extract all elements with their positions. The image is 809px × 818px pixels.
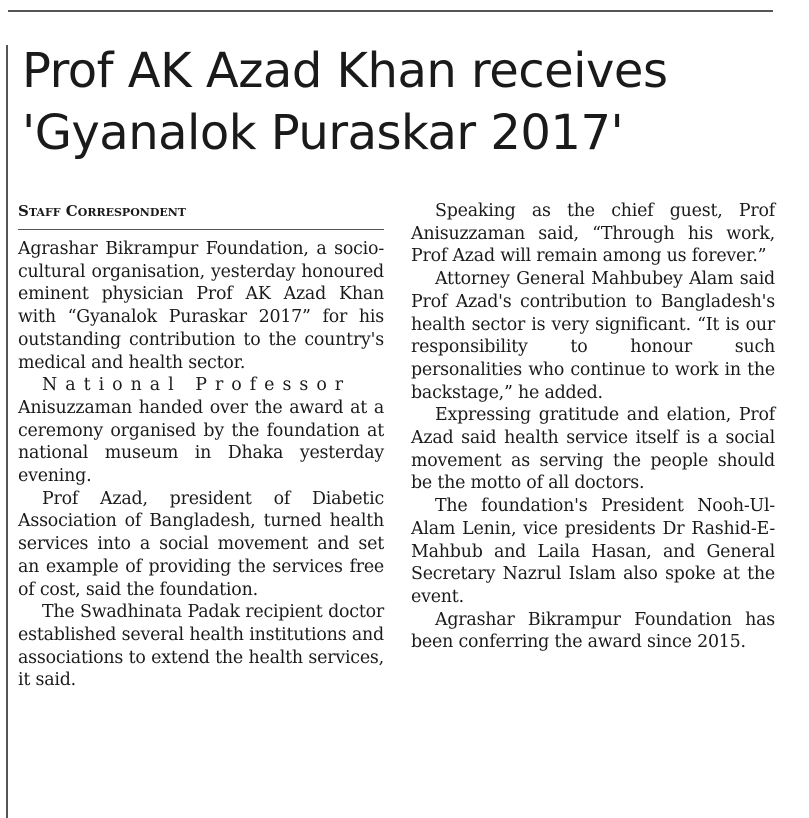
right-column	[411, 200, 775, 654]
left-rule	[6, 45, 8, 818]
paragraph-gratitude: Expressing gratitude and elation, Prof Azad said health service itself is a social movement as serving the people should be the motto of all doctors.	[411, 405, 775, 494]
headline	[22, 40, 802, 164]
paragraph-attorney-general: Attorney General Mahbubey Alam said Prof Azad's contribution to Bangladesh's health sector is very significant. “It is our responsibility to honour such personalities who continue to work in the backstage,” he added.	[411, 269, 775, 403]
headline-line-2: 'Gyanalok Puraskar 2017'	[22, 105, 624, 161]
byline: Staff Correspondent	[18, 200, 384, 230]
paragraph-national-professor: National Professor	[42, 375, 352, 396]
paragraph-award-ceremony: Anisuzzaman handed over the award at a ceremony organised by the foundation at national museum in Dhaka yesterday evening.	[18, 397, 384, 487]
paragraph-conferring-since: Agrashar Bikrampur Foundation has been conferring the award since 2015.	[411, 609, 775, 653]
paragraph-intro: Agrashar Bikrampur Foundation, a socio-cultural organisation, yesterday honoured eminent physician Prof AK Azad Khan with “Gyanalok Puraskar 2017” for his outstanding contribution to the country's medical and health sector.	[18, 239, 384, 373]
top-rule	[8, 10, 773, 12]
paragraph-prof-azad: Prof Azad, president of Diabetic Association of Bangladesh, turned health services into a social movement and set an example of providing the services free of cost, said the foundation.	[18, 488, 384, 600]
paragraph-swadhinata-padak: The Swadhinata Padak recipient doctor established several health institutions and associations to extend the health services, it said.	[18, 602, 384, 691]
left-column	[18, 200, 384, 692]
paragraph-chief-guest: Speaking as the chief guest, Prof Anisuzzaman said, “Through his work, Prof Azad will remain among us forever.”	[411, 201, 775, 267]
paragraph-foundation-officials: The foundation's President Nooh-Ul-Alam Lenin, vice presidents Dr Rashid-E-Mahbub and Laila Hasan, and General Secretary Nazrul Islam also spoke at the event.	[411, 496, 775, 607]
headline-line-1: Prof AK Azad Khan receives	[22, 43, 668, 99]
